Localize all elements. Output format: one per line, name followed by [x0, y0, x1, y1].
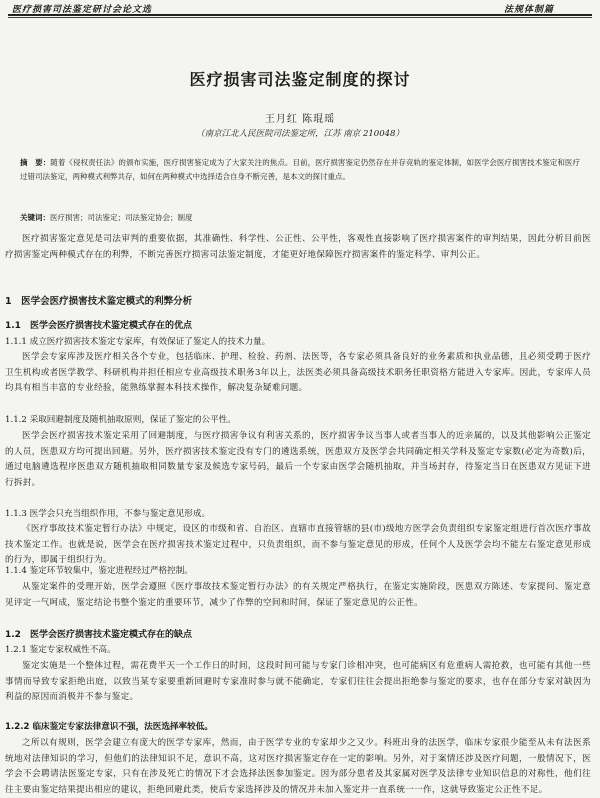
- item-1-2-2: 1.2.2 临床鉴定专家法律意识不强，法医选择率较低。: [5, 722, 213, 732]
- header-rule: [8, 14, 592, 16]
- item-1-1-1: 1.1.1 成立医疗损害技术鉴定专家库，有效保证了鉴定人的技术力量。: [5, 337, 271, 347]
- item-1-2-1: 1.2.1 鉴定专家权威性不高。: [5, 645, 116, 655]
- header-rule-thin: [8, 17, 592, 18]
- abstract: [20, 156, 580, 184]
- paragraph-1-1-4: 从鉴定案件的受理开始，医学会遵照《医疗事故技术鉴定暂行办法》的有关规定严格执行，在鉴定实施阶段，医患双方陈述、专家提问、鉴定意见评定一气呵成，鉴定结论书整个鉴定的重要环节，减少了作弊的空间和时间，保证了鉴定意见的公正性。: [5, 582, 591, 608]
- subsection-heading-1-2: 1.2 医学会医疗损害技术鉴定模式存在的缺点: [5, 630, 192, 640]
- subsection-heading-1-1: 1.1 医学会医疗损害技术鉴定模式存在的优点: [5, 321, 192, 331]
- intro-paragraph: 医疗损害鉴定意见是司法审判的重要依据，其准确性、科学性、公正性、公平性，客观性直接影响了医疗损害案件的审判结果，因此分析目前医疗损害鉴定两种模式存在的利弊，不断完善医疗损害司法鉴定制度，才能更好地保障医疗损害案件的鉴定科学、审判公正。: [5, 234, 591, 260]
- affiliation: （南京江北人民医院司法鉴定所，江苏 南京 210048）: [196, 129, 404, 139]
- journal-name: 医疗损害司法鉴定研讨会论文选: [12, 5, 153, 15]
- paragraph-1-2-1: 鉴定实施是一个整体过程，需花费半天一个工作日的时间，这段时间可能与专家门诊相冲突，也可能病区有危重病人需抢救，也可能有其他一些事情而导致专家拒绝出庭，以致当某专家要重新回避时专家准时参与就不能确定，专家们往往会提出拒绝参与鉴定的要求，也存在部分专家对缺因为利益的原因而消极并不参与鉴定。: [5, 661, 591, 702]
- keywords-text: 医疗损害；司法鉴定；司法鉴定协会；制度: [50, 213, 193, 222]
- column-name: 法规体制篇: [503, 5, 554, 15]
- article-title: 医疗损害司法鉴定制度的探讨: [189, 70, 411, 89]
- keywords: [20, 212, 580, 223]
- paragraph-1-1-3: 《医疗事故技术鉴定暂行办法》中规定，设区的市级和省、自治区、直辖市直接管辖的县(市)级地方医学会负责组织专家鉴定组进行首次医疗事故技术鉴定工作。也就是说，医学会在医疗损害技术鉴定过程中，只负责组织，而不参与鉴定意见的形成，任何个人及医学会均不能左右鉴定意见形成的行为，即属于组织行为。: [5, 524, 591, 565]
- item-1-1-2: 1.1.2 采取回避制度及随机抽取原则，保证了鉴定的公平性。: [5, 415, 236, 425]
- section-heading-1: 1 医学会医疗损害技术鉴定模式的利弊分析: [5, 296, 193, 307]
- paragraph-1-2-2: 之所以有规则，医学会建立有庞大的医学专家库，然而，由于医学专业的专家却少之又少。科班出身的法医学，临床专家很少能至从未有法医系统地对法律知识的学习，但他们的法律知识不足，意识不高，这对医疗损害鉴定存在一定的影响。另外，对于案情还涉及医疗问题，一般情况下，医学会不会聘请法医鉴定专家，只有在涉及死亡的情况下才会选择法医参加鉴定。因为部分患者及其家属对医学及法律专业知识信息的对称性，他们往往主要由鉴定结果提出相应的建议，拒绝回避此类，使后专家选择涉及的情况并未加入鉴定并一直系统一一作，这就导致鉴定公正性不足。: [5, 738, 591, 795]
- authors: 王月红 陈琨瑶: [264, 114, 336, 125]
- paragraph-1-1-2: 医学会医疗损害技术鉴定采用了回避制度，与医疗损害争议有利害关系的，医疗损害争议当事人或者当事人的近亲属的，以及其他影响公正鉴定的人员，医患双方均可提出回避。另外，医疗损害技术鉴定没有专门的遴选系统，医患双方及医学会共同确定相关学科及鉴定专家数(必定为奇数)后，通过电脑遴选程序医患双方随机抽取相同数量专家及候选专家号码，最后一个专家由医学会随机抽取，并当场封存，待鉴定当日在医患双方见证下进行拆封。: [5, 431, 591, 488]
- abstract-label: 摘 要：: [20, 158, 51, 167]
- abstract-text: 随着《侵权责任法》的颁布实施，医疗损害鉴定成为了大家关注的焦点。目前，医疗损害鉴定仍然存在并存竞轨的鉴定体制，如医学会医疗损害技术鉴定和医疗过错司法鉴定，两种模式利弊共存，如何在两种模式中选择适合自身不断完善，是本文的探讨重点。: [20, 158, 581, 181]
- keywords-label: 关键词：: [20, 213, 50, 222]
- item-1-1-3: 1.1.3 医学会只充当组织作用，不参与鉴定意见形成。: [5, 509, 211, 519]
- paragraph-1-1-1: 医学会专家库涉及医疗相关各个专业，包括临床、护理、检验、药剂、法医等，各专家必须具备良好的业务素质和执业品德，且必须受聘于医疗卫生机构或者医学教学、科研机构并担任相应专业高级技术职务3年以上，法医类必须具备高级技术职务任职资格方能进入专家库。因此，专家库人员均具有相当丰富的专业经验，能熟练掌握本科技术操作，解决复杂疑难问题。: [5, 352, 591, 393]
- item-1-1-4: 1.1.4 鉴定环节较集中，鉴定进程经过严格控制。: [5, 566, 193, 576]
- running-header: [0, 0, 600, 15]
